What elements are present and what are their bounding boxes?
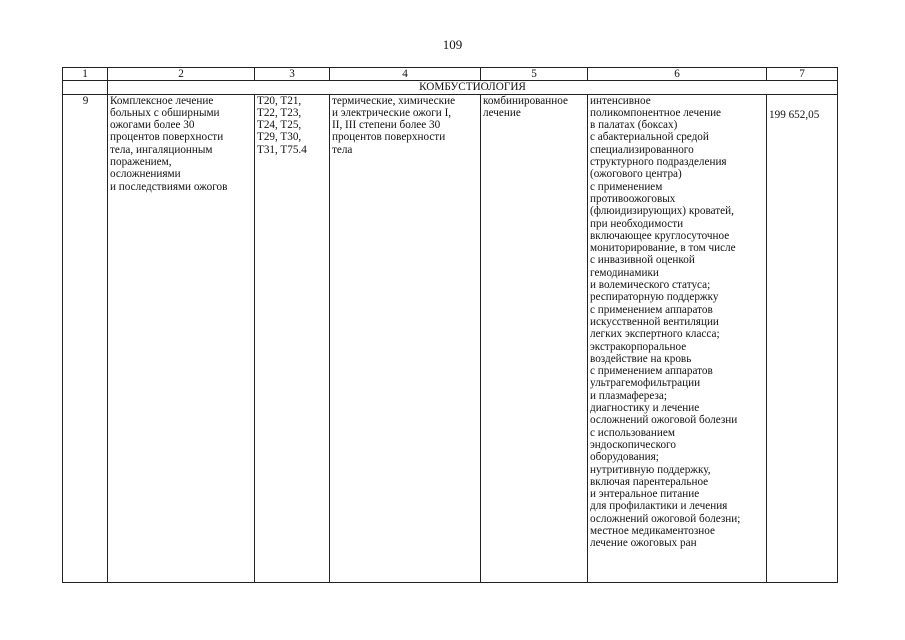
column-number-row — [63, 68, 838, 81]
text-line: с инвазивной оценкой — [590, 254, 695, 267]
text-line: процентов поверхности — [332, 131, 446, 144]
text-line: осложнений ожоговой болезни — [590, 414, 738, 427]
column-header-1: 1 — [63, 68, 108, 81]
text-line: противоожоговых — [590, 192, 676, 205]
text-line: для профилактики и лечения — [590, 500, 728, 513]
cost-cell — [767, 94, 838, 582]
text-line: специализированного — [590, 143, 694, 156]
text-line: респираторную поддержку — [590, 291, 719, 304]
text-line: включая парентеральное — [590, 475, 709, 488]
procedure-name-cell — [108, 94, 255, 582]
text-line: осложнений ожоговой болезни; — [590, 512, 741, 525]
text-line: с применением аппаратов — [590, 303, 713, 316]
text-line: лечение — [483, 106, 521, 119]
section-row — [63, 81, 838, 94]
text-line: и плазмафереза; — [590, 389, 667, 402]
text-line: включающее круглосуточное — [590, 229, 730, 242]
text-line: гемодинамики — [590, 266, 659, 279]
text-line: поликомпонентное лечение — [590, 106, 722, 119]
text-line: с применением — [590, 180, 663, 193]
text-line: с применением аппаратов — [590, 365, 713, 378]
text-line: воздействие на кровь — [590, 352, 692, 365]
treatment-method-cell — [588, 94, 767, 582]
text-line: комбинированное — [483, 94, 568, 107]
text-line: интенсивное — [590, 94, 651, 107]
text-line: легких экспертного класса; — [590, 328, 720, 341]
text-line: тела — [332, 143, 353, 156]
column-header-7: 7 — [767, 68, 838, 81]
text-line: тела, ингаляционным — [110, 143, 213, 156]
cost-value: 199 652,05 — [769, 108, 820, 121]
treatment-method-lines — [590, 95, 765, 550]
text-line: Комплексное лечение — [110, 94, 214, 107]
text-line: поражением, — [110, 156, 172, 169]
column-header-6: 6 — [588, 68, 767, 81]
text-line: с абактериальной средой — [590, 131, 709, 144]
text-line: II, III степени более 30 — [332, 119, 441, 132]
text-line: T31, T75.4 — [257, 143, 307, 156]
text-line: при необходимости — [590, 217, 684, 230]
text-line: экстракорпоральное — [590, 340, 687, 353]
patient-model-lines — [332, 95, 479, 156]
procedure-name-lines — [110, 95, 253, 193]
text-line: (флюидизирующих) кроватей, — [590, 205, 734, 218]
text-line: и последствиями ожогов — [110, 180, 228, 193]
medical-care-table — [62, 67, 838, 583]
column-header-2: 2 — [108, 68, 255, 81]
column-header-3: 3 — [255, 68, 330, 81]
text-line: с использованием — [590, 426, 675, 439]
text-line: нутритивную поддержку, — [590, 463, 711, 476]
text-line: (ожогового центра) — [590, 168, 682, 181]
row-number: 9 — [63, 94, 108, 582]
text-line: диагностику и лечение — [590, 402, 700, 415]
text-line: в палатах (боксах) — [590, 119, 678, 132]
text-line: T29, T30, — [257, 131, 302, 144]
column-header-5: 5 — [481, 68, 588, 81]
text-line: оборудования; — [590, 451, 659, 464]
treatment-type-lines — [483, 95, 586, 120]
diagnosis-codes-lines — [257, 95, 328, 156]
text-line: T20, T21, — [257, 94, 302, 107]
text-line: процентов поверхности — [110, 131, 224, 144]
treatment-type-cell — [481, 94, 588, 582]
text-line: эндоскопического — [590, 438, 676, 451]
text-line: больных с обширными — [110, 106, 220, 119]
text-line: термические, химические — [332, 94, 456, 107]
section-title: КОМБУСТИОЛОГИЯ — [108, 81, 838, 94]
text-line: искусственной вентиляции — [590, 315, 719, 328]
text-line: T22, T23, — [257, 106, 302, 119]
page-number: 109 — [442, 37, 463, 52]
diagnosis-codes-cell — [255, 94, 330, 582]
table-row — [63, 94, 838, 582]
text-line: ультрагемофильтрации — [590, 377, 701, 390]
text-line: ожогами более 30 — [110, 119, 195, 132]
text-line: T24, T25, — [257, 119, 302, 132]
text-line: структурного подразделения — [590, 156, 727, 169]
text-line: и волемического статуса; — [590, 279, 711, 292]
text-line: осложнениями — [110, 168, 181, 181]
text-line: местное медикаментозное — [590, 524, 715, 537]
text-line: лечение ожоговых ран — [590, 537, 697, 550]
text-line: и энтеральное питание — [590, 488, 700, 501]
patient-model-cell — [330, 94, 481, 582]
text-line: мониторирование, в том числе — [590, 242, 736, 255]
column-header-4: 4 — [330, 68, 481, 81]
text-line: и электрические ожоги I, — [332, 106, 452, 119]
